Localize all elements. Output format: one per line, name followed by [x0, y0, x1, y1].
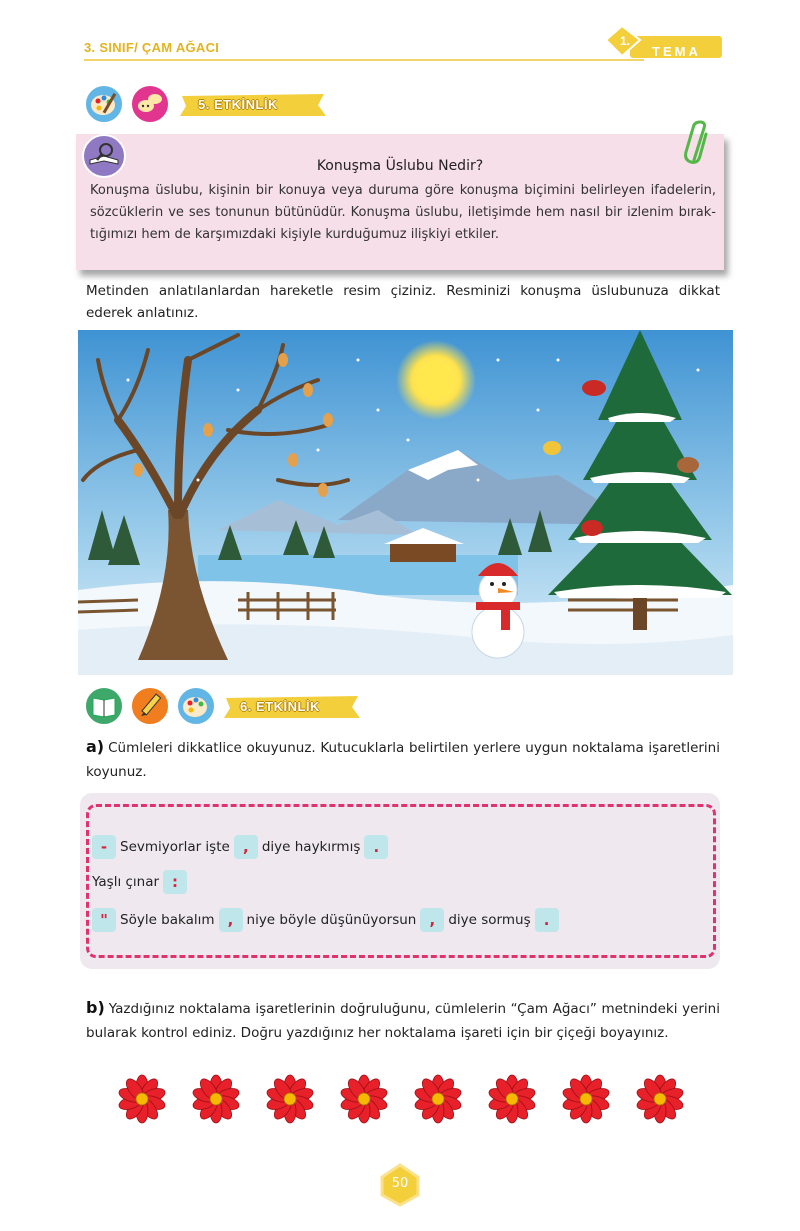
punctuation-box[interactable]: ": [92, 908, 116, 932]
part-a-instruction: [86, 735, 720, 784]
part-b-text: Yazdığınız noktalama işaretlerinin doğruluğunu, cümlelerin “Çam Ağacı” metnindeki yerini bularak kontrol ediniz. Doğru yazdığınız her noktalama işareti için bir çiçeği boyayınız.: [86, 1001, 720, 1041]
sentence-text: Söyle bakalım: [120, 912, 215, 928]
speech-bubbles-icon: [130, 84, 170, 124]
punctuation-box[interactable]: :: [163, 870, 187, 894]
paperclip-icon: [684, 120, 714, 166]
winter-scene-image: [78, 330, 733, 675]
header-title: 3. SINIF/ ÇAM AĞACI: [84, 40, 220, 55]
page-number: 50: [391, 1176, 409, 1191]
tema-label: TEMA: [652, 44, 701, 59]
sentence-text: Yaşlı çınar: [92, 874, 160, 890]
part-a-text: Cümleleri dikkatlice okuyunuz. Kutucuklarla belirtilen yerlere uygun noktalama işaretlerini koyunuz.: [86, 740, 720, 780]
palette-icon: [84, 84, 124, 124]
flower-icon[interactable]: [554, 1074, 618, 1124]
info-card-body: Konuşma üslubu, kişinin bir konuya veya duruma göre konuşma biçimini belirleyen ifadelerin, sözcüklerin ve ses tonunun bütünüdür. Konuşma üslubu, iletişimde hem nasıl bir izlenim bırak-tığımızı hem de karşımızdaki kişiyle kurduğumuz ilişkiyi etkiler.: [90, 183, 716, 242]
reading-magnifier-icon: [82, 134, 126, 178]
part-b-instruction: [86, 996, 720, 1045]
part-a-letter: a): [86, 737, 105, 756]
flower-icon[interactable]: [332, 1074, 396, 1124]
punctuation-box[interactable]: .: [535, 908, 559, 932]
palette-icon: [176, 686, 216, 726]
sentence-text: diye sormuş: [448, 912, 531, 928]
punctuation-box[interactable]: ,: [234, 835, 258, 859]
flower-icon[interactable]: [184, 1074, 248, 1124]
activity5-instruction: Metinden anlatılanlardan hareketle resim çiziniz. Resminizi konuşma üslubunuza dikkat ederek anlatınız.: [86, 283, 720, 321]
activity6-label: 6. ETKİNLİK: [240, 699, 320, 714]
book-icon: [84, 686, 124, 726]
sentence-text: Sevmiyorlar işte: [120, 839, 230, 855]
header-divider: [84, 59, 644, 61]
punctuation-box[interactable]: ,: [420, 908, 444, 932]
part-b-letter: b): [86, 998, 105, 1017]
sentence-line-2: [92, 870, 191, 894]
flower-icon[interactable]: [110, 1074, 174, 1124]
info-card: [76, 134, 724, 270]
flower-icon[interactable]: [258, 1074, 322, 1124]
pencil-icon: [130, 686, 170, 726]
flower-icon[interactable]: [406, 1074, 470, 1124]
sentence-line-3: [92, 908, 563, 932]
flower-icon[interactable]: [480, 1074, 544, 1124]
punctuation-box[interactable]: -: [92, 835, 116, 859]
sentence-text: diye haykırmış: [261, 839, 361, 855]
sentence-text: niye böyle düşünüyorsun: [246, 912, 417, 928]
info-card-title: Konuşma Üslubu Nedir?: [316, 158, 484, 174]
punctuation-box[interactable]: .: [364, 835, 388, 859]
activity5-label: 5. ETKİNLİK: [198, 97, 278, 112]
sentence-line-1: [92, 835, 392, 859]
tema-number: 1.: [620, 34, 631, 48]
punctuation-box[interactable]: ,: [219, 908, 243, 932]
flower-icon[interactable]: [628, 1074, 692, 1124]
